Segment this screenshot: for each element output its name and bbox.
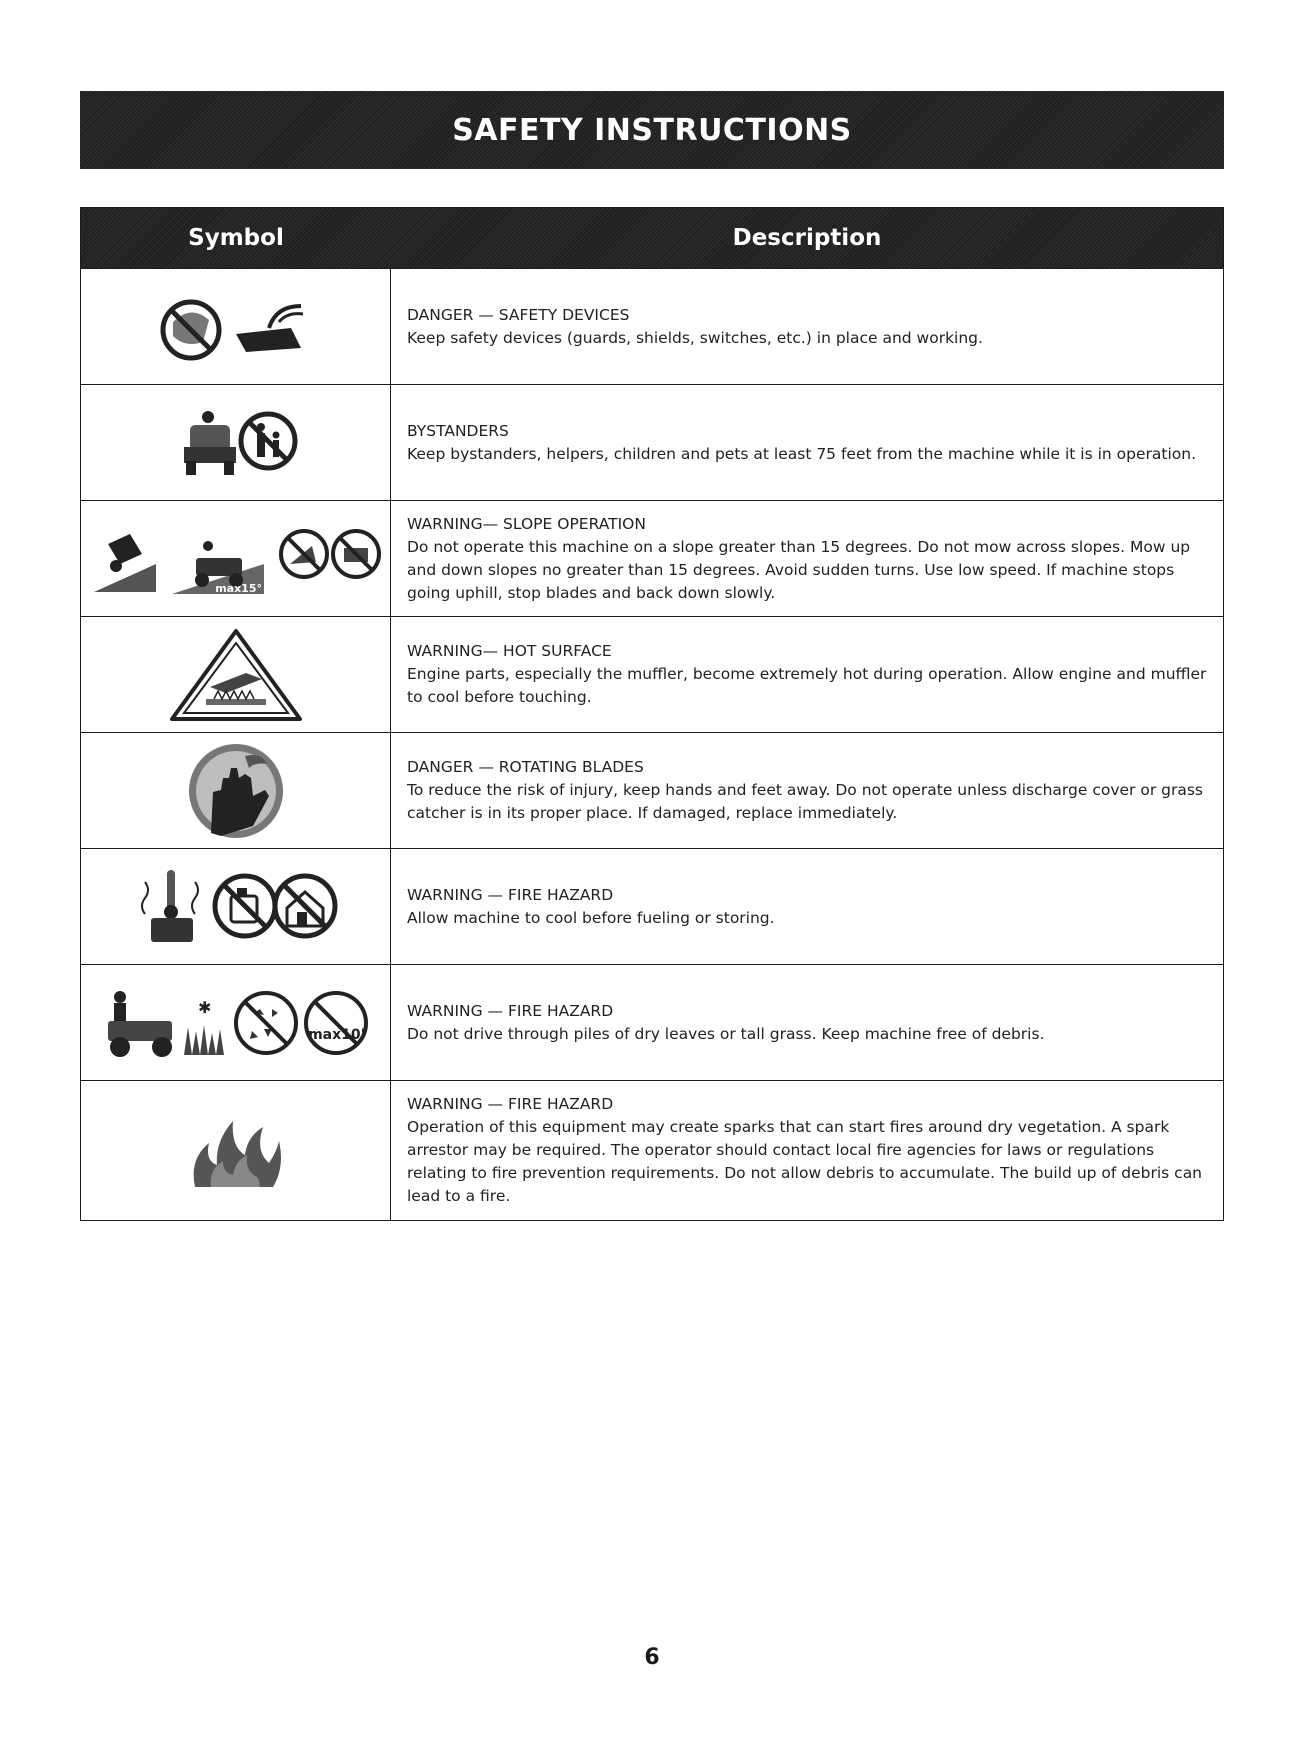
row-description bbox=[391, 269, 1223, 384]
row-description bbox=[391, 617, 1223, 732]
bystanders-icon bbox=[81, 385, 391, 500]
row-description bbox=[391, 1081, 1223, 1220]
row-title: WARNING— SLOPE OPERATION bbox=[407, 514, 646, 533]
row-description bbox=[391, 733, 1223, 848]
dry-leaves-icon bbox=[81, 965, 391, 1080]
row-text: Operation of this equipment may create sparks that can start fires around dry vegetation. A spark arrestor may be required. The operator should contact local fire agencies for laws or regulations relating to fire prevention requirements. Do not allow debris to accumulate. The build up of debris can lead to a fire. bbox=[407, 1118, 1203, 1205]
row-text: Do not drive through piles of dry leaves or tall grass. Keep machine free of debris. bbox=[407, 1024, 1045, 1043]
cool-before-fueling-icon bbox=[81, 849, 391, 964]
table-row bbox=[81, 268, 1223, 384]
column-header-description: Description bbox=[732, 225, 882, 251]
safety-devices-icon bbox=[81, 269, 391, 384]
table-row bbox=[81, 732, 1223, 848]
row-title: DANGER — ROTATING BLADES bbox=[407, 758, 644, 776]
row-description bbox=[391, 501, 1223, 616]
leaves-max-label: max10" bbox=[307, 1026, 368, 1043]
row-title: WARNING — FIRE HAZARD bbox=[407, 1095, 614, 1113]
hot-surface-icon bbox=[81, 617, 391, 732]
fire-icon bbox=[81, 1081, 391, 1220]
row-text: Engine parts, especially the muffler, become extremely hot during operation. Allow engine and muffler to cool before touching. bbox=[407, 665, 1207, 706]
page-title-banner bbox=[80, 91, 1224, 169]
rotating-blades-icon bbox=[81, 733, 391, 848]
row-title: BYSTANDERS bbox=[407, 421, 509, 440]
page-number: 6 bbox=[644, 1645, 660, 1670]
row-title: WARNING — FIRE HAZARD bbox=[407, 885, 614, 904]
svg-text:✱: ✱ bbox=[197, 997, 211, 1017]
row-text: Keep safety devices (guards, shields, switches, etc.) in place and working. bbox=[407, 328, 983, 347]
row-text: Keep bystanders, helpers, children and pets at least 75 feet from the machine while it is in operation. bbox=[407, 444, 1197, 463]
row-title: WARNING— HOT SURFACE bbox=[407, 642, 612, 660]
row-text: Do not operate this machine on a slope greater than 15 degrees. Do not mow across slopes. Mow up and down slopes no greater than 15 degrees. Avoid sudden turns. Use low speed. If machine stops going uphill, stop blades and back down slowly. bbox=[407, 537, 1191, 602]
table-row bbox=[81, 964, 1223, 1080]
table-row bbox=[81, 848, 1223, 964]
row-title: DANGER — SAFETY DEVICES bbox=[407, 305, 630, 324]
table-row bbox=[81, 500, 1223, 616]
table-row bbox=[81, 384, 1223, 500]
row-text: To reduce the risk of injury, keep hands and feet away. Do not operate unless discharge cover or grass catcher is in its proper place. If damaged, replace immediately. bbox=[407, 781, 1203, 822]
slope-operation-icon bbox=[81, 501, 391, 616]
row-text: Allow machine to cool before fueling or storing. bbox=[407, 908, 775, 927]
slope-max-label: max15° bbox=[214, 581, 262, 595]
table-row bbox=[81, 1080, 1223, 1220]
row-title: WARNING — FIRE HAZARD bbox=[407, 1001, 614, 1020]
column-header-symbol: Symbol bbox=[188, 225, 284, 251]
row-description bbox=[391, 385, 1223, 500]
row-description bbox=[391, 849, 1223, 964]
table-row bbox=[81, 616, 1223, 732]
safety-symbol-table bbox=[80, 207, 1224, 1221]
page-title: SAFETY INSTRUCTIONS bbox=[452, 112, 852, 148]
row-description bbox=[391, 965, 1223, 1080]
table-header bbox=[81, 208, 1223, 268]
